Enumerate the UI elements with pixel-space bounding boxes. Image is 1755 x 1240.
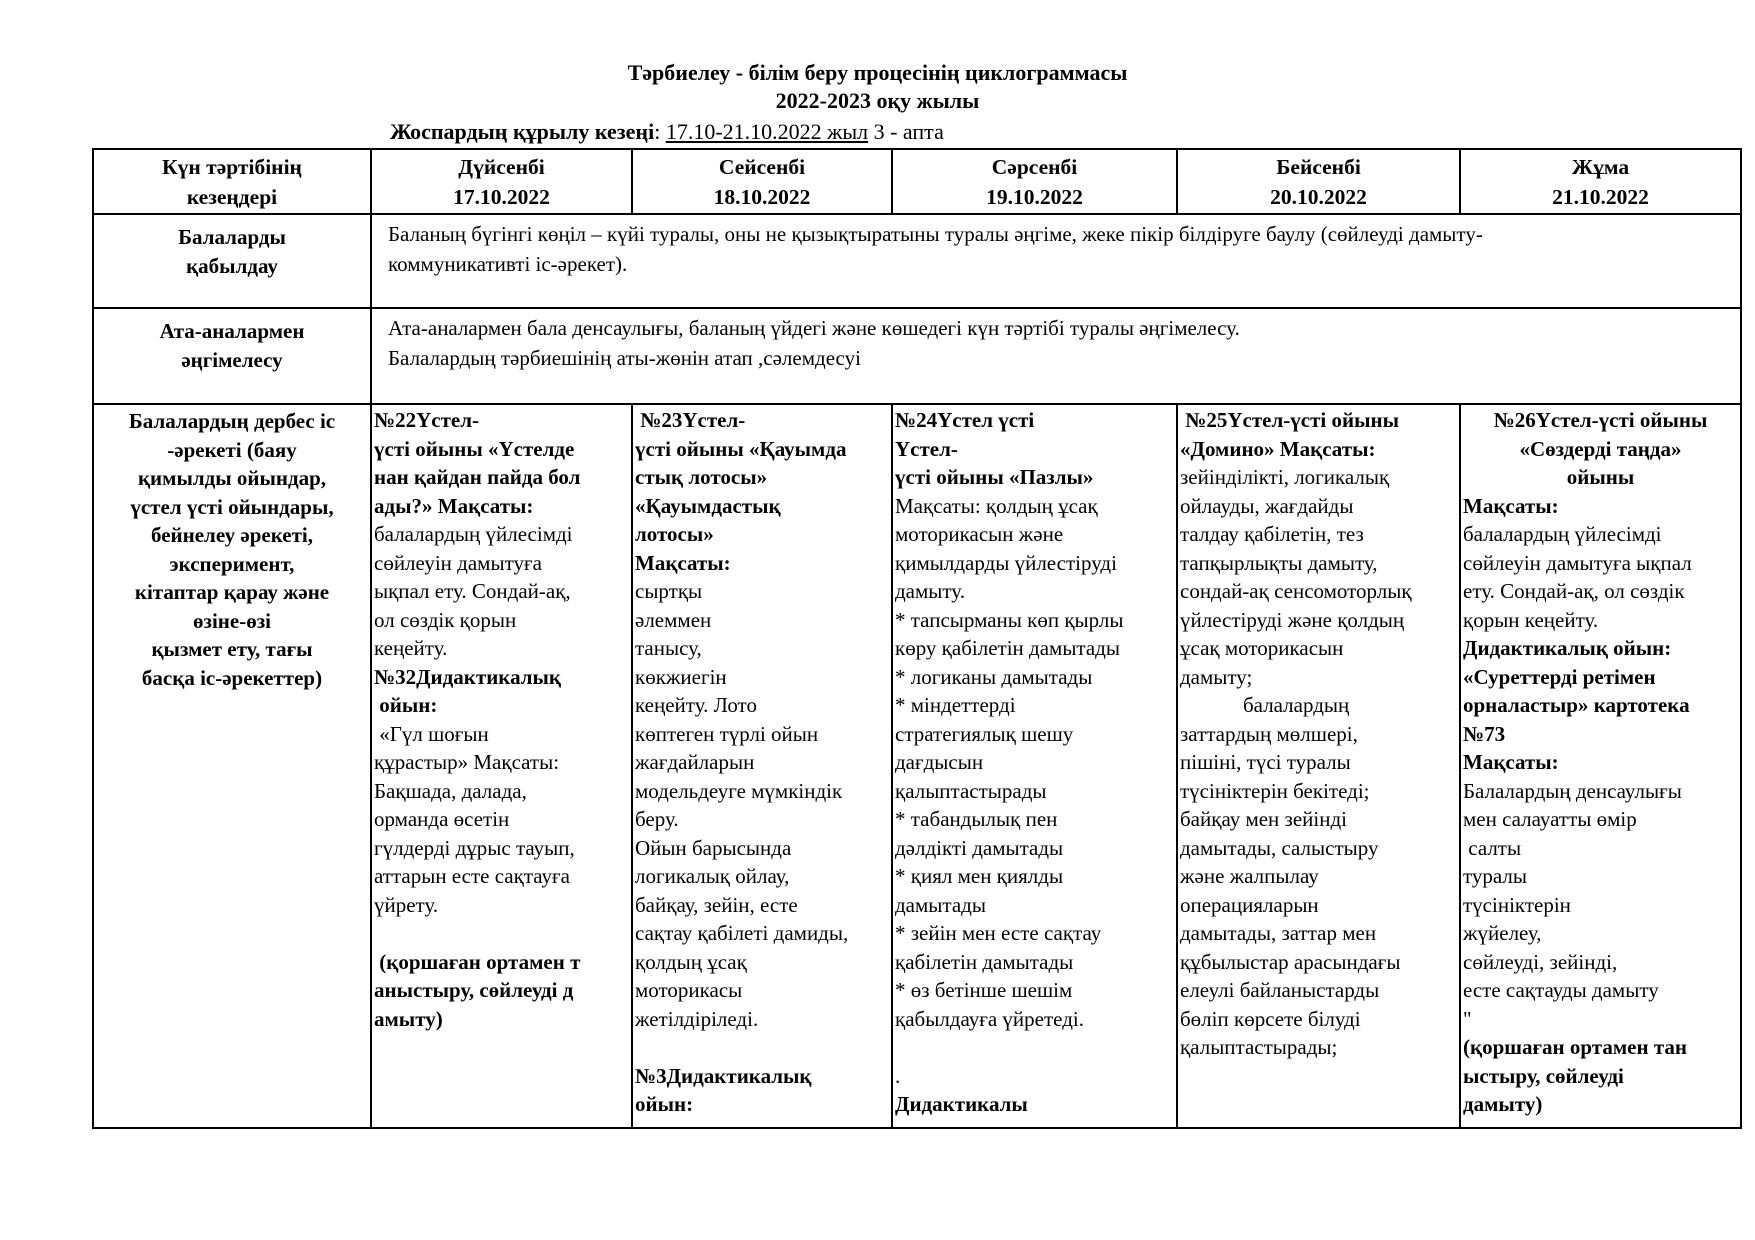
day-date: 18.10.2022: [713, 185, 811, 209]
activity-line: балалардың үйлесімді: [1463, 522, 1662, 546]
activity-line: талдау қабілетін, тез: [1180, 522, 1364, 546]
activity-line: аныстыру, сөйлеуді д: [374, 978, 574, 1002]
activity-line: ықпал ету. Сондай-ақ,: [374, 579, 571, 603]
activity-line: (қоршаған ортамен тан: [1463, 1035, 1688, 1059]
activity-line: Мақсаты:: [1463, 493, 1559, 518]
activity-line: * өз бетінше шешім: [895, 978, 1073, 1002]
activity-line: есте сақтауды дамыту: [1463, 978, 1659, 1002]
activity-line: құбылыстар арасындағы: [1180, 949, 1401, 974]
row-label-line: Балаларды: [178, 225, 286, 249]
activity-line: ады?» Мақсаты:: [374, 493, 534, 518]
activity-line: моторикасы: [635, 978, 743, 1002]
activity-line: орналастыр» картотека: [1463, 693, 1690, 717]
activity-line: (қоршаған ортамен т: [374, 949, 581, 974]
activity-line: қалыптастырады;: [1180, 1035, 1338, 1059]
activity-line: ойыны: [1566, 465, 1635, 489]
activity-line: зейінділікті, логикалық: [1180, 465, 1390, 489]
activity-line: балалардың үйлесімді: [374, 522, 573, 546]
activity-line: дамыту;: [1180, 664, 1253, 689]
reception-text: [371, 214, 1741, 308]
day-name: Сәрсенбі: [991, 155, 1078, 179]
header-stages-line: Күн тәртібінің: [162, 155, 302, 179]
academic-year: 2022-2023 оқу жылы: [775, 88, 980, 113]
activity-line: туралы: [1463, 864, 1527, 888]
plan-period-dates: 17.10-21.10.2022 жыл: [665, 119, 869, 144]
activity-line: қалыптастырады: [895, 778, 1047, 803]
row-parents: [93, 308, 1741, 404]
activity-line: ойлауды, жағдайды: [1180, 493, 1354, 518]
activity-line: түсініктерін: [1463, 892, 1571, 917]
activity-line: әлеммен: [635, 607, 712, 632]
activity-line: модельдеуге мүмкіндік: [635, 778, 843, 803]
activity-line: дамытады: [895, 892, 986, 917]
activity-line: ұсақ моторикасын: [1180, 636, 1344, 660]
activity-line: нан қайдан пайда бол: [374, 465, 581, 489]
activity-line: сөйлеуді, зейінді,: [1463, 949, 1618, 974]
activity-line: үсті ойыны «Пазлы»: [895, 465, 1094, 489]
activity-line: №32Дидактикалық: [374, 664, 562, 689]
activity-line: кеңейту.: [374, 636, 448, 660]
activity-line: дағдысын: [895, 750, 984, 774]
activity-line: құрастыр» Мақсаты:: [374, 750, 560, 774]
activity-line: дамыту): [1463, 1092, 1543, 1116]
activity-line: үйлестіруді және қолдың: [1180, 607, 1405, 632]
reception-line: коммуникативті іс-әрекет).: [388, 252, 628, 276]
row-label-line: қимылды ойындар,: [137, 466, 327, 490]
activity-line: ету. Сондай-ақ, ол сөздік: [1463, 579, 1685, 603]
activity-line: жағдайларын: [635, 750, 755, 774]
plan-week: 3 - апта: [868, 119, 944, 144]
activity-wednesday: [892, 404, 1177, 1128]
activity-line: аттарын есте сақтауға: [374, 864, 570, 888]
header-stages-line: кезеңдері: [186, 185, 278, 209]
activity-line: пішіні, түсі туралы: [1180, 750, 1351, 774]
row-label-line: өзіне-өзі: [193, 608, 271, 633]
activity-line: бөліп көрсете білуді: [1180, 1006, 1361, 1031]
activity-line: стратегиялық шешу: [895, 721, 1074, 746]
activity-line: байқау мен зейінді: [1180, 807, 1347, 831]
activity-line: Балалардың денсаулығы: [1463, 778, 1682, 803]
activity-line: стық лотосы»: [635, 465, 768, 489]
activity-line: №3Дидактикалық: [635, 1063, 812, 1088]
activity-line: Ойын барысында: [635, 835, 792, 860]
row-label-line: қызмет ету, тағы: [151, 637, 313, 661]
day-name: Бейсенбі: [1276, 155, 1361, 179]
activity-line: №23Үстел-: [635, 408, 746, 432]
activity-line: үйрету.: [374, 892, 439, 917]
activity-line: жүйелеу,: [1463, 921, 1542, 945]
activity-line: дамытады, заттар мен: [1180, 921, 1377, 945]
activity-line: Бақшада, далада,: [374, 778, 527, 803]
row-activities: [93, 404, 1741, 1128]
activity-line: №22Үстел-: [374, 408, 479, 432]
activity-line: ойын:: [374, 693, 438, 717]
activity-line: көкжиегін: [635, 664, 727, 689]
activity-line: * міндеттерді: [895, 693, 1016, 717]
activity-line: Үстел-: [895, 436, 958, 461]
activity-line: дамыту.: [895, 579, 965, 603]
row-label-line: басқа іс-әрекеттер): [141, 665, 323, 690]
row-label-line: әңгімелесу: [181, 347, 283, 372]
activity-line: операцияларын: [1180, 892, 1319, 917]
activity-line: амыту): [374, 1006, 443, 1031]
row-label-line: үстел үсті ойындары,: [130, 494, 334, 519]
activity-line: қолдың ұсақ: [635, 949, 747, 974]
activity-line: * табандылық пен: [895, 807, 1058, 831]
row-label-line: -әрекеті (баяу: [167, 437, 297, 462]
activity-line: қабілетін дамытады: [895, 949, 1074, 974]
activity-line: ыстыру, сөйлеуді: [1463, 1063, 1624, 1088]
header-day: [632, 149, 892, 214]
activity-line: Мақсаты:: [1463, 750, 1559, 774]
activity-line: №24Үстел үсті: [895, 408, 1035, 432]
activity-line: «Сөздерді таңда»: [1519, 436, 1682, 461]
header-row: [93, 149, 1741, 214]
activity-line: гүлдерді дұрыс тауып,: [374, 835, 575, 860]
activity-line: байқау, зейін, есте: [635, 892, 798, 917]
header-day: [1460, 149, 1741, 214]
header-day: [1177, 149, 1460, 214]
activity-line: сондай-ақ сенсомоторлық: [1180, 579, 1412, 603]
plan-period-label: Жоспардың құрылу кезеңі: [390, 119, 655, 144]
activity-line: №26Үстел-үсті ойыны: [1493, 408, 1708, 432]
activity-line: сыртқы: [635, 579, 703, 603]
activity-line: «Гүл шоғын: [374, 721, 489, 746]
parents-text: [371, 308, 1741, 404]
row-label-line: кітаптар қарау және: [134, 580, 330, 604]
activity-line: тапқырлықты дамыту,: [1180, 550, 1378, 575]
day-name: Жұма: [1571, 155, 1630, 179]
reception-line: Баланың бүгінгі көңіл – күйі туралы, оны не қызықтыратыны туралы әңгіме, жеке пікір білдіруге баулу (сөйлеуді дамыту-: [388, 222, 1483, 246]
activity-line: сақтау қабілеті дамиды,: [635, 921, 849, 945]
row-label-line: эксперимент,: [169, 551, 295, 576]
day-date: 17.10.2022: [453, 185, 550, 209]
row-label-line: Ата-аналармен: [159, 319, 305, 343]
row-label-line: бейнелеу әрекеті,: [150, 523, 313, 547]
activity-line: үсті ойыны «Үстелде: [374, 436, 575, 461]
activity-line: үсті ойыны «Қауымда: [635, 436, 847, 461]
parents-line: Балалардың тәрбиешінің аты-жөнін атап ,сәлемдесуі: [388, 346, 861, 370]
day-name: Дүйсенбі: [458, 155, 545, 179]
activity-line: Дидактикалы: [895, 1092, 1028, 1116]
header-stages: [93, 149, 371, 214]
activity-line: ойын:: [635, 1092, 694, 1116]
activity-line: ": [1463, 1006, 1472, 1031]
activity-line: дамытады, салыстыру: [1180, 835, 1379, 860]
activity-line: көптеген түрлі ойын: [635, 721, 819, 746]
activity-line: мен салауатты өмір: [1463, 807, 1637, 831]
activity-line: сөйлеуін дамытуға: [374, 550, 542, 575]
activity-line: №25Үстел-үсті ойыны: [1180, 408, 1399, 432]
activity-line: [635, 1033, 889, 1062]
day-name: Сейсенбі: [718, 155, 806, 179]
header-day: [371, 149, 632, 214]
activity-line: Дидактикалық ойын:: [1463, 636, 1672, 660]
activity-line: дәлдікті дамытады: [895, 835, 1064, 860]
activity-line: Мақсаты: қолдың ұсақ: [895, 493, 1098, 518]
activity-line: орманда өсетін: [374, 807, 510, 831]
cyclogram-table: [92, 148, 1742, 1129]
activity-line: [374, 919, 629, 948]
activity-thursday: [1177, 404, 1460, 1128]
activity-line: №73: [1463, 721, 1506, 746]
activity-line: салты: [1463, 835, 1522, 860]
activity-line: [895, 1033, 1174, 1062]
activity-line: «Суреттерді ретімен: [1463, 664, 1656, 689]
activity-line: логикалық ойлау,: [635, 864, 790, 888]
day-date: 20.10.2022: [1270, 185, 1367, 209]
activity-line: «Домино» Мақсаты:: [1180, 436, 1376, 461]
activity-line: * логиканы дамытады: [895, 664, 1093, 689]
activity-line: қимылдарды үйлестіруді: [895, 550, 1117, 575]
activity-line: * қиял мен қиялды: [895, 864, 1064, 888]
activity-line: лотосы»: [635, 522, 714, 546]
activity-line: қорын кеңейту.: [1463, 607, 1599, 632]
activity-line: заттардың мөлшері,: [1180, 721, 1358, 746]
document-title: Тәрбиелеу - білім беру процесінің циклограммасы: [627, 60, 1128, 85]
activity-line: кеңейту. Лото: [635, 693, 757, 717]
activity-monday: [371, 404, 632, 1128]
activity-line: елеулі байланыстарды: [1180, 978, 1380, 1002]
activity-line: Мақсаты:: [635, 550, 731, 575]
activity-tuesday: [632, 404, 892, 1128]
row-label-reception: [93, 214, 371, 308]
parents-line: Ата-аналармен бала денсаулығы, баланың үйдегі және көшедегі күн тәртібі туралы әңгімелесу.: [388, 316, 1240, 340]
activity-line: ол сөздік қорын: [374, 607, 517, 632]
row-label-line: қабылдау: [186, 253, 278, 278]
activity-line: сөйлеуін дамытуға ықпал: [1463, 550, 1692, 575]
activity-line: жетілдіріледі.: [635, 1006, 759, 1031]
activity-friday: [1460, 404, 1741, 1128]
activity-line: * зейін мен есте сақтау: [895, 921, 1102, 945]
activity-line: балалардың: [1180, 693, 1350, 717]
activity-line: беру.: [635, 807, 679, 831]
row-reception: [93, 214, 1741, 308]
row-label-activities: [93, 404, 371, 1128]
activity-line: «Қауымдастық: [635, 493, 781, 518]
header-day: [892, 149, 1177, 214]
activity-line: және жалпылау: [1180, 864, 1319, 888]
activity-line: түсініктерін бекітеді;: [1180, 778, 1370, 803]
plan-period: Жоспардың құрылу кезеңі: 17.10-21.10.2022 жыл 3 - апта: [390, 119, 944, 144]
row-label-line: Балалардың дербес іс: [128, 409, 336, 433]
activity-line: * тапсырманы көп қырлы: [895, 607, 1124, 632]
activity-line: моторикасын және: [895, 522, 1064, 546]
activity-line: .: [895, 1063, 901, 1088]
activity-line: танысу,: [635, 636, 702, 660]
row-label-parents: [93, 308, 371, 404]
day-date: 19.10.2022: [986, 185, 1083, 209]
activity-line: қабылдауға үйретеді.: [895, 1006, 1084, 1031]
activity-line: көру қабілетін дамытады: [895, 636, 1120, 660]
day-date: 21.10.2022: [1552, 185, 1649, 209]
